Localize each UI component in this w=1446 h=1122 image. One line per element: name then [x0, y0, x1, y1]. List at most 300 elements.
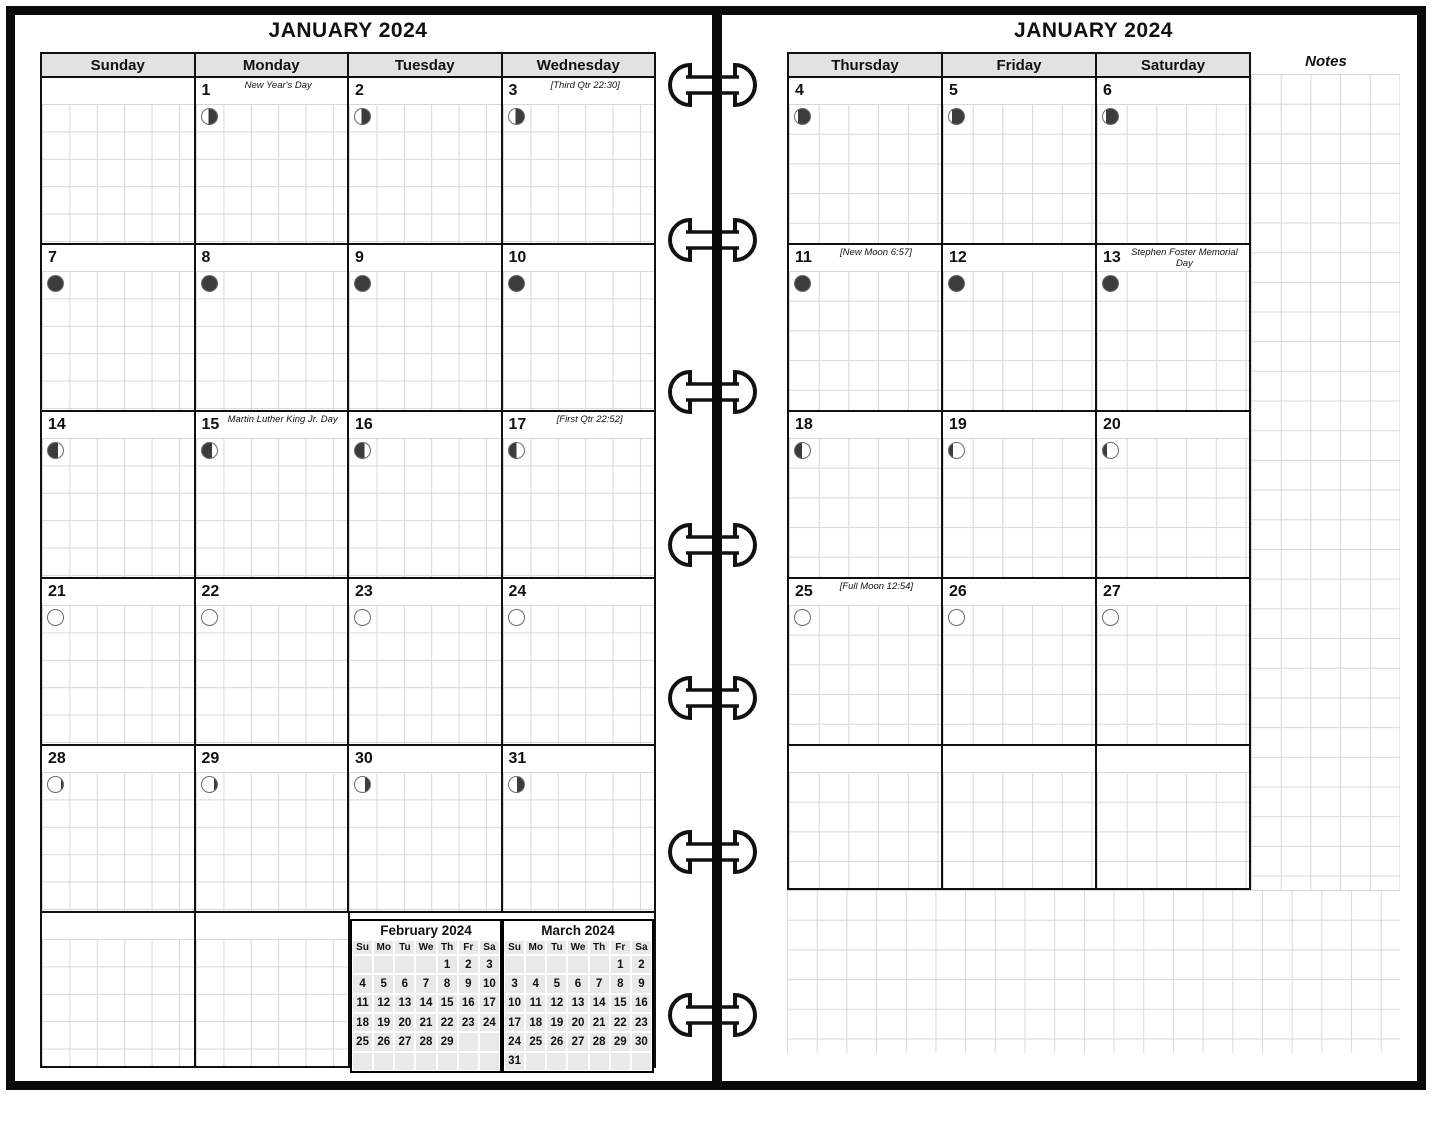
- holiday-note: Martin Luther King Jr. Day: [227, 414, 338, 425]
- moon-phase-icon: [354, 609, 371, 626]
- left-day-header-row: [42, 54, 654, 78]
- day-cell-22[interactable]: [194, 579, 348, 744]
- mini-day-cell-empty: [437, 1052, 458, 1071]
- day-cell-grid: [503, 772, 655, 911]
- date-number: 29: [201, 750, 220, 767]
- day-cell-grid: [42, 772, 194, 911]
- mini-day-cell-empty: [525, 1052, 546, 1071]
- mini-day-cell-11: 11: [352, 994, 373, 1013]
- day-cell-16[interactable]: [347, 412, 501, 577]
- day-cell-grid: [943, 271, 1095, 410]
- day-cell-grid: [1097, 605, 1249, 744]
- day-cell-31[interactable]: [501, 746, 655, 911]
- date-number: 31: [508, 750, 527, 767]
- day-cell-strip: [789, 746, 941, 772]
- moon-phase-icon: [948, 442, 965, 459]
- mini-day-cell-14: 14: [589, 994, 610, 1013]
- day-cell-strip: [42, 412, 194, 438]
- day-cell-grid: [503, 605, 655, 744]
- day-cell-grid: [503, 104, 655, 243]
- day-cell-26[interactable]: [941, 579, 1095, 744]
- day-cell-strip: [196, 579, 348, 605]
- mini-day-cell-empty: [504, 955, 525, 974]
- day-cell-empty[interactable]: [42, 913, 194, 1066]
- mini-day-cell-empty: [479, 1052, 500, 1071]
- day-cell-grid: [1097, 438, 1249, 577]
- moon-phase-icon: [354, 108, 371, 125]
- holiday-note: [Third Qtr 22:30]: [550, 80, 620, 91]
- date-number: 1: [201, 82, 211, 99]
- holiday-note: Stephen Foster Memorial Day: [1131, 247, 1238, 269]
- notes-heading: Notes: [1305, 53, 1347, 70]
- date-number: 5: [949, 82, 958, 99]
- mini-day-header: Sa: [479, 940, 500, 955]
- moon-phase-icon: [948, 108, 965, 125]
- mini-day-cell-12: 12: [373, 994, 394, 1013]
- week-row-2: [789, 243, 1249, 410]
- week-row-5: [789, 744, 1249, 888]
- day-cell-grid: [789, 438, 941, 577]
- moon-phase-icon: [948, 609, 965, 626]
- mini-calendars: [348, 913, 654, 1066]
- week-row-1: [789, 78, 1249, 243]
- moon-phase-icon: [1102, 609, 1119, 626]
- mini-day-cell-10: 10: [479, 974, 500, 993]
- mini-day-cell-empty: [415, 955, 436, 974]
- day-cell-10[interactable]: [501, 245, 655, 410]
- day-cell-strip: [943, 412, 1095, 438]
- moon-phase-icon: [354, 275, 371, 292]
- mini-day-cell-29: 29: [437, 1032, 458, 1051]
- day-cell-7[interactable]: [42, 245, 194, 410]
- mini-day-cell-8: 8: [437, 974, 458, 993]
- day-cell-grid: [349, 104, 501, 243]
- day-cell-strip: [42, 913, 194, 939]
- date-number: 13: [1103, 249, 1121, 266]
- day-cell-5[interactable]: [941, 78, 1095, 243]
- day-cell-strip: [42, 579, 194, 605]
- moon-phase-icon: [508, 275, 525, 292]
- mini-day-cell-21: 21: [415, 1013, 436, 1032]
- day-cell-strip: [42, 245, 194, 271]
- day-cell-strip: [789, 78, 941, 104]
- day-cell-grid: [349, 605, 501, 744]
- mini-day-cell-empty: [352, 955, 373, 974]
- day-cell-13[interactable]: [1095, 245, 1249, 410]
- notes-grid-area[interactable]: [1251, 74, 1400, 890]
- mini-day-cell-empty: [373, 955, 394, 974]
- day-cell-empty[interactable]: [789, 746, 941, 888]
- date-number: 4: [795, 82, 804, 99]
- mini-day-header: Su: [352, 940, 373, 955]
- mini-day-cell-22: 22: [610, 1013, 631, 1032]
- moon-phase-icon: [508, 776, 525, 793]
- day-cell-empty[interactable]: [194, 913, 348, 1066]
- mini-day-cell-18: 18: [352, 1013, 373, 1032]
- week-row-3: [789, 410, 1249, 577]
- day-cell-strip: [943, 746, 1095, 772]
- day-cell-strip: [943, 245, 1095, 271]
- date-number: 19: [949, 416, 967, 433]
- day-cell-3[interactable]: [501, 78, 655, 243]
- day-cell-grid: [196, 939, 348, 1066]
- mini-day-cell-31: 31: [504, 1052, 525, 1071]
- mini-day-cell-2: 2: [458, 955, 479, 974]
- mini-day-cell-13: 13: [567, 994, 588, 1013]
- day-cell-grid: [196, 438, 348, 577]
- date-number: 22: [201, 583, 220, 600]
- day-cell-12[interactable]: [941, 245, 1095, 410]
- mini-day-cell-14: 14: [415, 994, 436, 1013]
- day-cell-9[interactable]: [347, 245, 501, 410]
- day-cell-20[interactable]: [1095, 412, 1249, 577]
- mini-day-cell-23: 23: [458, 1013, 479, 1032]
- week-row-2: [42, 243, 654, 410]
- day-cell-19[interactable]: [941, 412, 1095, 577]
- mini-day-cell-26: 26: [546, 1032, 567, 1051]
- day-cell-grid: [349, 772, 501, 911]
- day-cell-empty[interactable]: [1095, 746, 1249, 888]
- date-number: 26: [949, 583, 967, 600]
- mini-day-cell-empty: [567, 1052, 588, 1071]
- day-cell-strip: [42, 746, 194, 772]
- day-cell-29[interactable]: [194, 746, 348, 911]
- mini-day-cell-22: 22: [437, 1013, 458, 1032]
- date-number: 16: [355, 416, 373, 433]
- mini-day-cell-17: 17: [504, 1013, 525, 1032]
- mini-day-cell-empty: [546, 1052, 567, 1071]
- day-header-thursday: Thursday: [789, 54, 941, 76]
- day-cell-strip: [349, 412, 501, 438]
- moon-phase-icon: [794, 275, 811, 292]
- day-header-saturday: Saturday: [1095, 54, 1249, 76]
- day-cell-2[interactable]: [347, 78, 501, 243]
- day-cell-strip: [943, 78, 1095, 104]
- moon-phase-icon: [1102, 275, 1119, 292]
- mini-day-cell-4: 4: [525, 974, 546, 993]
- day-cell-14[interactable]: [42, 412, 194, 577]
- day-cell-grid: [349, 271, 501, 410]
- day-cell-strip: [503, 245, 655, 271]
- mini-day-header: Mo: [373, 940, 394, 955]
- mini-day-cell-5: 5: [546, 974, 567, 993]
- moon-phase-icon: [201, 776, 218, 793]
- mini-day-cell-18: 18: [525, 1013, 546, 1032]
- day-cell-strip: [1097, 245, 1249, 271]
- moon-phase-icon: [1102, 442, 1119, 459]
- mini-calendar-march: [502, 919, 654, 1073]
- day-cell-grid: [789, 104, 941, 243]
- mini-day-cell-2: 2: [631, 955, 652, 974]
- date-number: 9: [355, 249, 364, 266]
- right-page-title: JANUARY 2024: [1014, 19, 1173, 42]
- mini-day-cell-9: 9: [631, 974, 652, 993]
- mini-day-cell-1: 1: [437, 955, 458, 974]
- day-cell-24[interactable]: [501, 579, 655, 744]
- mini-day-cell-empty: [394, 955, 415, 974]
- mini-day-cell-8: 8: [610, 974, 631, 993]
- holiday-note: [Full Moon 12:54]: [839, 581, 914, 592]
- mini-day-cell-29: 29: [610, 1032, 631, 1051]
- moon-phase-icon: [201, 609, 218, 626]
- day-header-wednesday: Wednesday: [501, 54, 655, 76]
- date-number: 15: [201, 416, 220, 433]
- day-header-friday: Friday: [941, 54, 1095, 76]
- holiday-note: [New Moon 6:57]: [840, 247, 912, 258]
- mini-day-header: Fr: [610, 940, 631, 955]
- day-cell-grid: [42, 104, 194, 243]
- day-cell-strip: [1097, 579, 1249, 605]
- moon-phase-icon: [508, 442, 525, 459]
- day-cell-strip: [1097, 412, 1249, 438]
- mini-day-cell-20: 20: [394, 1013, 415, 1032]
- day-cell-strip: [1097, 78, 1249, 104]
- date-number: 28: [48, 750, 66, 767]
- day-cell-strip: [196, 412, 348, 438]
- day-cell-1[interactable]: [194, 78, 348, 243]
- day-cell-grid: [789, 271, 941, 410]
- mini-day-cell-7: 7: [589, 974, 610, 993]
- day-cell-strip: [349, 78, 501, 104]
- day-cell-21[interactable]: [42, 579, 194, 744]
- day-header-monday: Monday: [194, 54, 348, 76]
- day-cell-grid: [42, 605, 194, 744]
- day-cell-strip: [503, 746, 655, 772]
- date-number: 18: [795, 416, 813, 433]
- day-header-sunday: Sunday: [42, 54, 194, 76]
- mini-day-header: Su: [504, 940, 525, 955]
- mini-day-cell-empty: [352, 1052, 373, 1071]
- day-cell-strip: [503, 579, 655, 605]
- day-cell-6[interactable]: [1095, 78, 1249, 243]
- day-cell-strip: [503, 412, 655, 438]
- left-weeks: [42, 78, 654, 1066]
- date-number: 21: [48, 583, 66, 600]
- mini-day-cell-9: 9: [458, 974, 479, 993]
- mini-day-cell-empty: [567, 955, 588, 974]
- mini-day-cell-empty: [546, 955, 567, 974]
- binder-spine: [712, 6, 722, 1090]
- day-cell-strip: [789, 579, 941, 605]
- date-number: 10: [508, 249, 527, 266]
- mini-day-cell-empty: [458, 1032, 479, 1051]
- holiday-note: [First Qtr 22:52]: [556, 414, 623, 425]
- day-cell-strip: [349, 746, 501, 772]
- mini-day-header: Tu: [546, 940, 567, 955]
- week-row-3: [42, 410, 654, 577]
- date-number: 2: [355, 82, 364, 99]
- day-cell-grid: [789, 605, 941, 744]
- day-cell-27[interactable]: [1095, 579, 1249, 744]
- mini-day-cell-24: 24: [479, 1013, 500, 1032]
- mini-calendar-grid: [352, 940, 500, 1071]
- day-cell-grid: [503, 438, 655, 577]
- week-row-5: [42, 744, 654, 911]
- date-number: 8: [201, 249, 211, 266]
- right-calendar-page: [787, 52, 1251, 890]
- day-cell-strip: [789, 245, 941, 271]
- day-cell-30[interactable]: [347, 746, 501, 911]
- date-number: 25: [795, 583, 813, 600]
- day-cell-grid: [196, 104, 348, 243]
- date-number: 11: [795, 249, 812, 266]
- mini-day-cell-empty: [479, 1032, 500, 1051]
- week-row-1: [42, 78, 654, 243]
- mini-day-header: Tu: [394, 940, 415, 955]
- mini-day-cell-13: 13: [394, 994, 415, 1013]
- mini-day-cell-27: 27: [567, 1032, 588, 1051]
- day-cell-grid: [196, 772, 348, 911]
- mini-day-cell-25: 25: [352, 1032, 373, 1051]
- mini-day-cell-17: 17: [479, 994, 500, 1013]
- day-cell-grid: [42, 939, 194, 1066]
- mini-day-cell-16: 16: [631, 994, 652, 1013]
- mini-day-cell-empty: [415, 1052, 436, 1071]
- mini-day-cell-24: 24: [504, 1032, 525, 1051]
- moon-phase-icon: [354, 442, 371, 459]
- mini-day-cell-19: 19: [546, 1013, 567, 1032]
- mini-day-header: We: [415, 940, 436, 955]
- mini-day-cell-26: 26: [373, 1032, 394, 1051]
- day-cell-4[interactable]: [789, 78, 941, 243]
- mini-day-cell-11: 11: [525, 994, 546, 1013]
- day-cell-grid: [789, 772, 941, 888]
- right-weeks: [789, 78, 1249, 888]
- moon-phase-icon: [794, 442, 811, 459]
- mini-day-cell-6: 6: [394, 974, 415, 993]
- mini-day-cell-empty: [589, 1052, 610, 1071]
- moon-phase-icon: [47, 275, 64, 292]
- mini-day-cell-16: 16: [458, 994, 479, 1013]
- day-cell-28[interactable]: [42, 746, 194, 911]
- mini-day-cell-6: 6: [567, 974, 588, 993]
- moon-phase-icon: [948, 275, 965, 292]
- day-cell-strip: [196, 746, 348, 772]
- bottom-notes-grid-area[interactable]: [787, 890, 1400, 1053]
- mini-day-cell-23: 23: [631, 1013, 652, 1032]
- moon-phase-icon: [201, 442, 218, 459]
- day-cell-grid: [943, 605, 1095, 744]
- date-number: 12: [949, 249, 967, 266]
- mini-day-cell-10: 10: [504, 994, 525, 1013]
- week-row-6: [42, 911, 654, 1066]
- day-cell-strip: [349, 579, 501, 605]
- mini-day-cell-1: 1: [610, 955, 631, 974]
- day-cell-grid: [196, 605, 348, 744]
- day-cell-grid: [943, 772, 1095, 888]
- mini-day-cell-12: 12: [546, 994, 567, 1013]
- moon-phase-icon: [508, 108, 525, 125]
- mini-day-cell-3: 3: [504, 974, 525, 993]
- day-cell-18[interactable]: [789, 412, 941, 577]
- day-cell-grid: [349, 438, 501, 577]
- day-cell-grid: [503, 271, 655, 410]
- day-cell-grid: [42, 271, 194, 410]
- mini-day-cell-empty: [610, 1052, 631, 1071]
- day-cell-grid: [1097, 104, 1249, 243]
- mini-calendar-title: February 2024: [352, 921, 500, 940]
- day-cell-grid: [196, 271, 348, 410]
- mini-day-cell-empty: [525, 955, 546, 974]
- moon-phase-icon: [1102, 108, 1119, 125]
- day-cell-23[interactable]: [347, 579, 501, 744]
- day-cell-strip: [789, 412, 941, 438]
- mini-day-cell-empty: [631, 1052, 652, 1071]
- day-cell-empty[interactable]: [42, 78, 194, 243]
- day-cell-grid: [943, 104, 1095, 243]
- mini-day-header: Mo: [525, 940, 546, 955]
- date-number: 23: [355, 583, 373, 600]
- mini-day-cell-15: 15: [610, 994, 631, 1013]
- mini-day-header: Th: [437, 940, 458, 955]
- day-cell-grid: [1097, 772, 1249, 888]
- day-cell-strip: [349, 245, 501, 271]
- day-cell-17[interactable]: [501, 412, 655, 577]
- mini-day-cell-empty: [458, 1052, 479, 1071]
- mini-day-cell-7: 7: [415, 974, 436, 993]
- mini-day-cell-20: 20: [567, 1013, 588, 1032]
- left-page-title: JANUARY 2024: [268, 19, 428, 42]
- mini-day-cell-empty: [373, 1052, 394, 1071]
- moon-phase-icon: [47, 442, 64, 459]
- mini-day-cell-15: 15: [437, 994, 458, 1013]
- mini-day-cell-28: 28: [589, 1032, 610, 1051]
- moon-phase-icon: [47, 609, 64, 626]
- date-number: 20: [1103, 416, 1121, 433]
- right-day-header-row: [789, 54, 1249, 78]
- day-cell-11[interactable]: [789, 245, 941, 410]
- day-cell-15[interactable]: [194, 412, 348, 577]
- mini-day-cell-27: 27: [394, 1032, 415, 1051]
- date-number: 6: [1103, 82, 1112, 99]
- mini-day-cell-25: 25: [525, 1032, 546, 1051]
- moon-phase-icon: [794, 609, 811, 626]
- day-cell-strip: [42, 78, 194, 104]
- day-cell-strip: [943, 579, 1095, 605]
- date-number: 27: [1103, 583, 1121, 600]
- mini-day-header: Fr: [458, 940, 479, 955]
- moon-phase-icon: [794, 108, 811, 125]
- mini-day-cell-19: 19: [373, 1013, 394, 1032]
- day-cell-empty[interactable]: [941, 746, 1095, 888]
- mini-day-cell-28: 28: [415, 1032, 436, 1051]
- mini-day-cell-3: 3: [479, 955, 500, 974]
- date-number: 14: [48, 416, 66, 433]
- day-cell-8[interactable]: [194, 245, 348, 410]
- day-cell-strip: [196, 245, 348, 271]
- week-row-4: [42, 577, 654, 744]
- week-row-4: [789, 577, 1249, 744]
- day-cell-grid: [943, 438, 1095, 577]
- day-cell-strip: [503, 78, 655, 104]
- day-header-tuesday: Tuesday: [347, 54, 501, 76]
- moon-phase-icon: [47, 776, 64, 793]
- moon-phase-icon: [201, 108, 218, 125]
- date-number: 3: [508, 82, 518, 99]
- left-calendar-page: [40, 52, 656, 1068]
- mini-calendar-february: [350, 919, 502, 1073]
- mini-day-header: Sa: [631, 940, 652, 955]
- mini-day-cell-empty: [394, 1052, 415, 1071]
- date-number: 24: [508, 583, 527, 600]
- mini-calendar-grid: [504, 940, 652, 1071]
- mini-day-cell-5: 5: [373, 974, 394, 993]
- day-cell-25[interactable]: [789, 579, 941, 744]
- mini-day-cell-empty: [589, 955, 610, 974]
- moon-phase-icon: [508, 609, 525, 626]
- mini-calendar-title: March 2024: [504, 921, 652, 940]
- mini-day-cell-4: 4: [352, 974, 373, 993]
